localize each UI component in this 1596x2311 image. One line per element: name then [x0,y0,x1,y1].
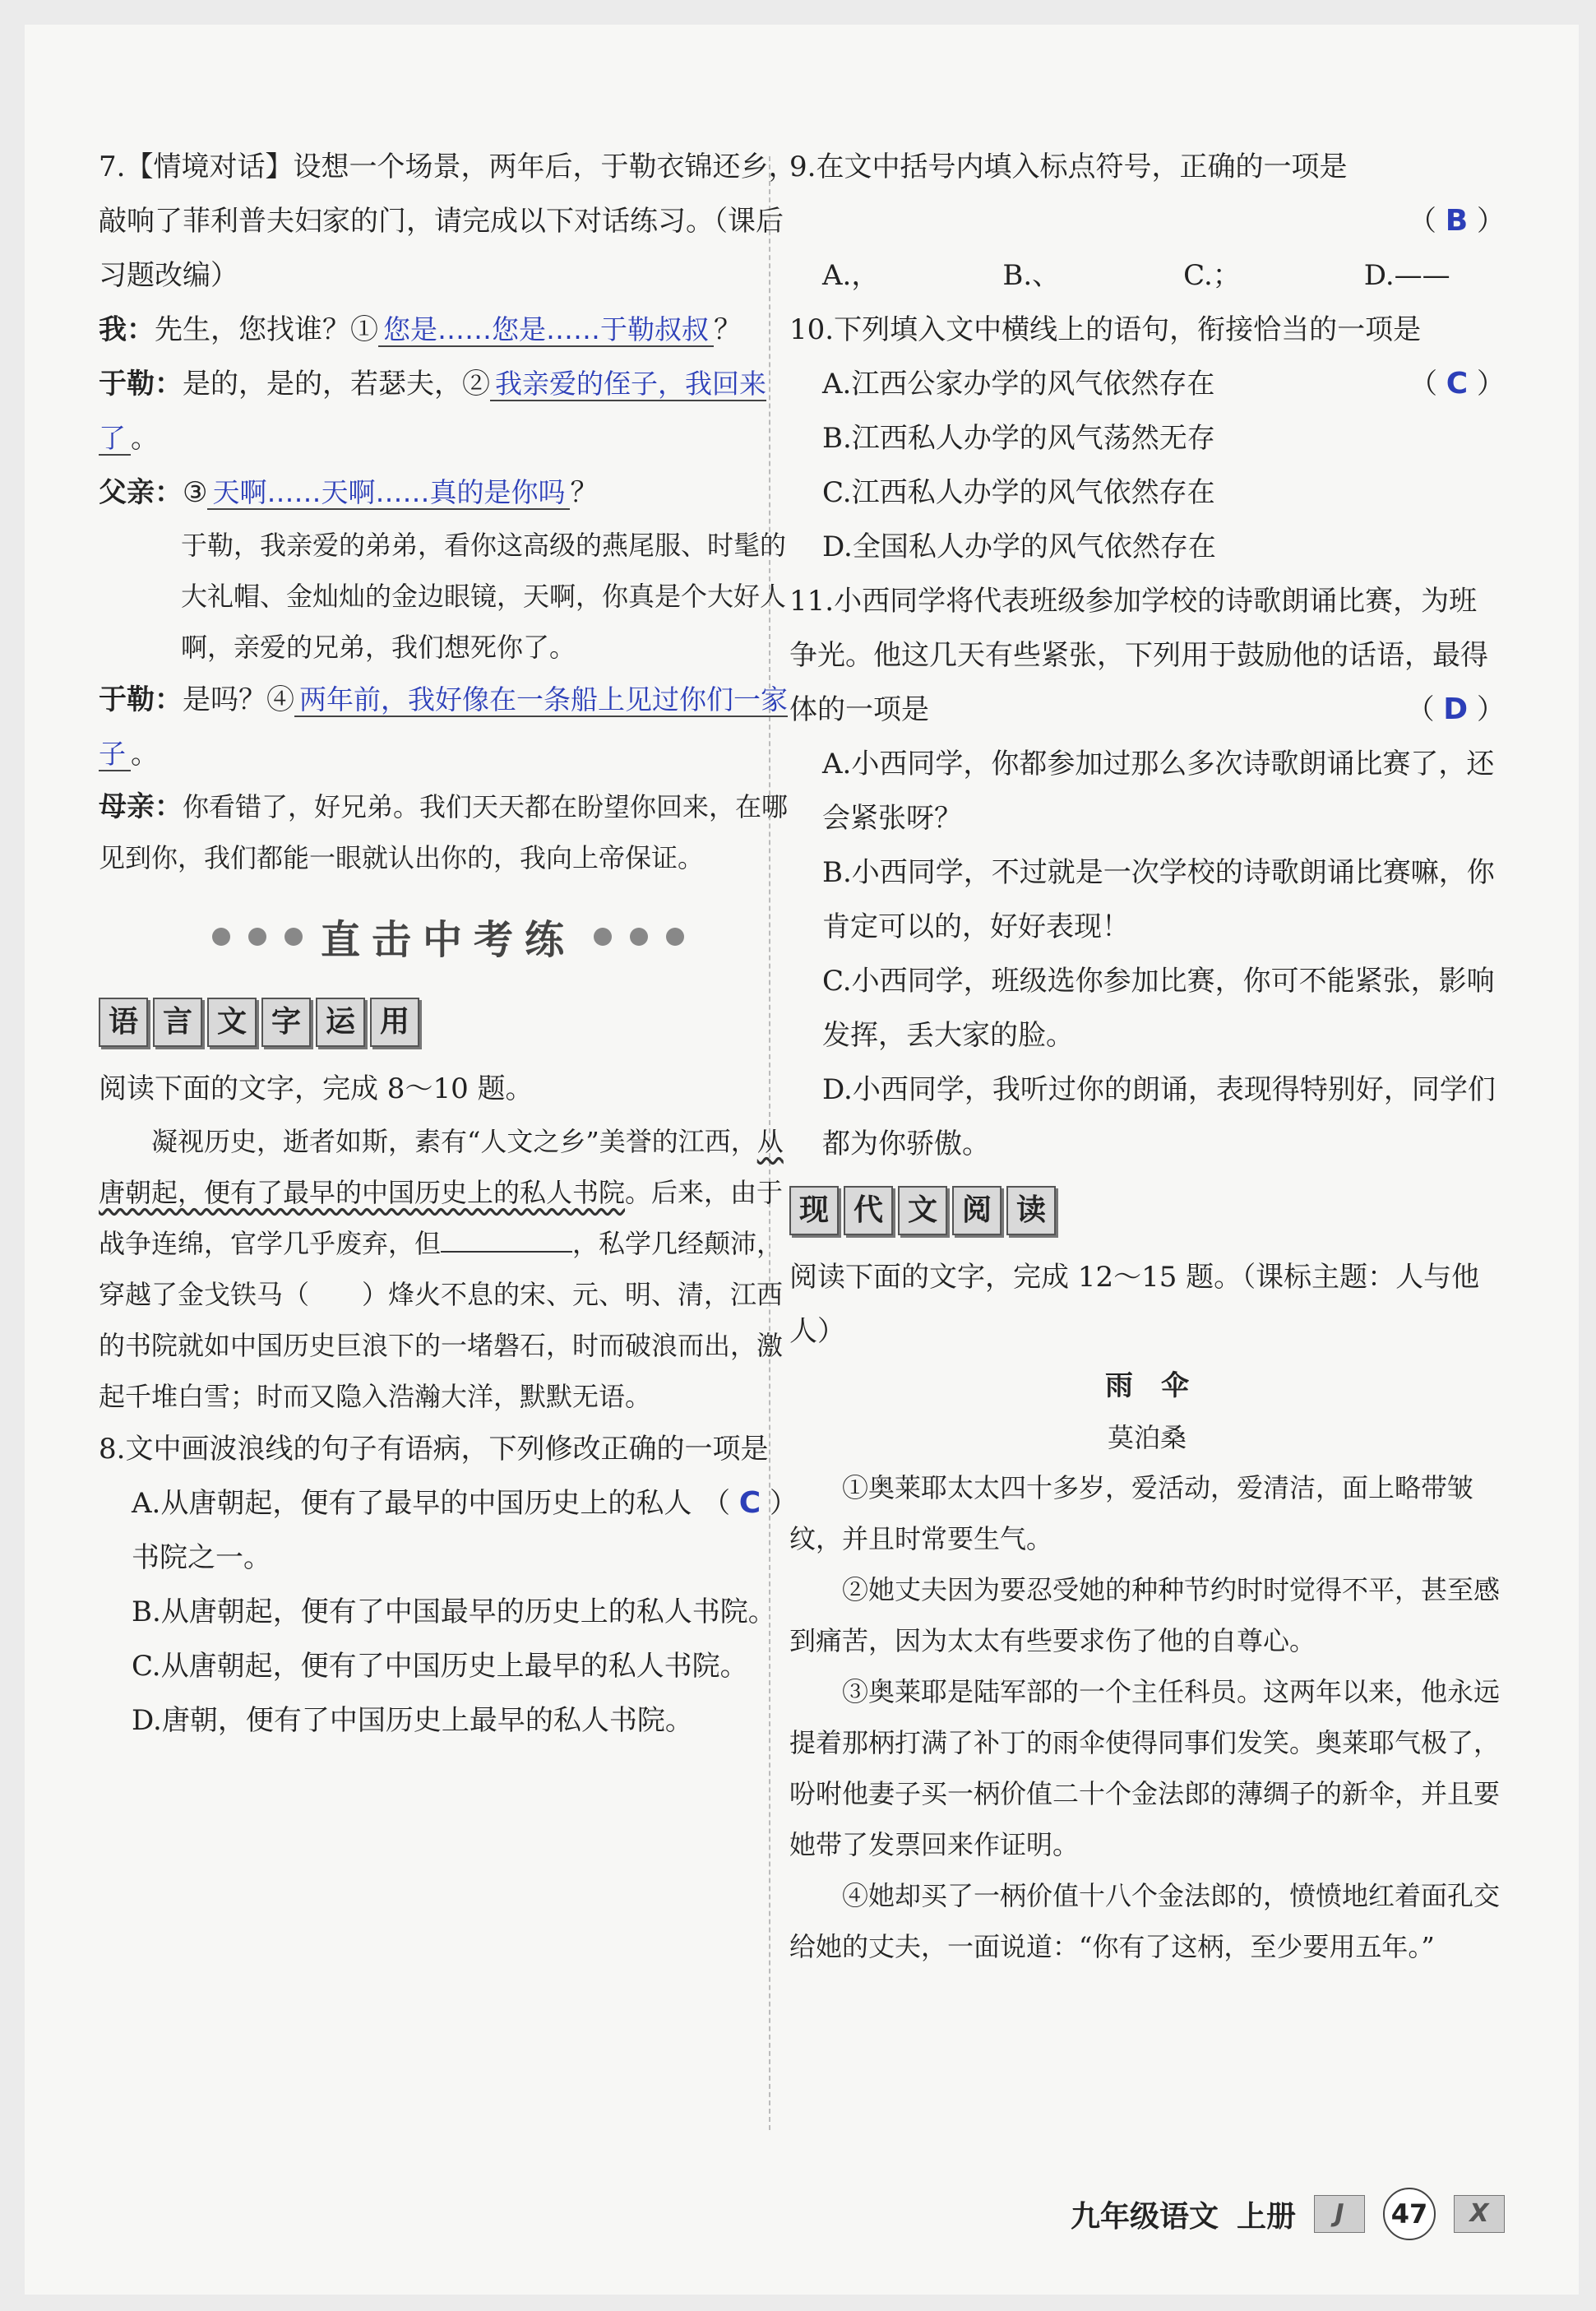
q8-answer: C [738,1486,761,1520]
footer-logo-right: X [1454,2195,1505,2233]
dialog-mother-text: 你看错了，好兄弟。我们天天都在盼望你回来，在哪见到你，我们都能一眼就认出你的，我向上帝保证。 [99,791,789,873]
story-title: 雨 伞 [1105,1369,1189,1402]
dot-icon [285,928,303,946]
dot-icon [212,928,230,946]
q8-option-b: B.从唐朝起，便有了中国最早的历史上的私人书院。 [132,1595,776,1628]
father-num: ③ [183,476,208,509]
footer-logo-left: J [1314,2195,1365,2233]
page-footer [1071,2188,1505,2240]
right-column [789,140,1505,1972]
q9-text: 9.在文中括号内填入标点符号，正确的一项是 [789,151,1348,183]
q9-option-b: B.、 [1002,259,1061,292]
exam-banner [99,908,798,965]
answer-2: 我亲爱的侄子，我回来了 [99,368,766,454]
section-char: 代 [844,1186,893,1235]
q8-text: 8.文中画波浪线的句子有语病，下列修改正确的一项是 [99,1433,769,1466]
dialog-yule-text: 是的，是的，若瑟夫，② [183,368,490,401]
section-char: 运 [316,998,365,1047]
passage-part: 。后来，由于战争连绵，官学几乎废弃，但 [99,1177,784,1259]
q8-option-a: A.从唐朝起，便有了最早的中国历史上的私人书院之一。 [132,1487,692,1574]
answer-3: 天啊……天啊……真的是你吗 [207,476,570,510]
q8-option-d: D.唐朝，便有了中国历史上最早的私人书院。 [132,1704,693,1737]
q-mark-2: ？ [570,476,599,509]
q8 [99,1422,798,1520]
q10-option-b: B.江西私人办学的风气荡然无存 [822,422,1215,455]
q9-answer-box: （ B ） [1408,204,1505,238]
section-char: 文 [898,1186,947,1235]
period-2: 。 [131,738,159,771]
dialog-yule-2 [99,673,798,781]
speaker-me: 我： [99,313,155,346]
q11-answer: D [1443,692,1469,726]
q9-option-d: D.—— [1363,259,1450,292]
q10-option-c: C.江西私人办学的风气依然存在 [822,476,1215,509]
q11 [789,574,1505,737]
q11-text: 11.小西同学将代表班级参加学校的诗歌朗诵比赛，为班争光。他这几天有些紧张，下列用于鼓励他的话语，最得体的一项是 [789,585,1488,726]
period: 。 [131,422,159,455]
story-para-4: ④她却买了一柄价值十八个金法郎的，愤愤地红着面孔交给她的丈夫，一面说道：“你有了这柄，至少要用五年。” [789,1880,1501,1962]
q9-option-c: C.； [1183,259,1241,292]
section-char: 读 [1006,1186,1056,1235]
speaker-yule-2: 于勒： [99,683,183,716]
story-author: 莫泊桑 [1107,1422,1187,1453]
dot-icon [594,928,612,946]
speaker-yule: 于勒： [99,368,183,401]
footer-grade: 九年级语文 [1070,2199,1219,2234]
passage-jiangxi [99,1116,798,1422]
section-language-use [99,998,798,1047]
q9-answer: B [1445,204,1469,238]
footer-volume: 上册 [1236,2199,1296,2234]
speaker-father: 父亲： [99,476,183,509]
dialog-yule [99,357,798,465]
q11-option-d: D.小西同学，我听过你的朗诵，表现得特别好，同学们都为你骄傲。 [822,1073,1496,1160]
dot-icon [630,928,648,946]
left-column [99,140,798,1748]
q8-answer-box: （ C ） [701,1486,798,1520]
q11-option-c: C.小西同学，班级选你参加比赛，你可不能紧张，影响发挥，丢大家的脸。 [822,965,1495,1052]
q8-option-c: C.从唐朝起，便有了中国历史上最早的私人书院。 [132,1650,748,1683]
q9-option-a: A.， [822,259,880,292]
section-char: 语 [99,998,148,1047]
q11-option-b: B.小西同学，不过就是一次学校的诗歌朗诵比赛嘛，你肯定可以的，好好表现！ [822,856,1495,943]
q10-text: 10.下列填入文中横线上的语句，衔接恰当的一项是 [789,313,1422,346]
story-para-3: ③奥莱耶是陆军部的一个主任科员。这两年以来，他永远提着那柄打满了补丁的雨伞使得同事们发笑。奥莱耶气极了，吩咐他妻子买一柄价值二十个金法郎的薄绸子的新伞，并且要她带了发票回来作证明。 [789,1676,1501,1860]
section-char: 阅 [952,1186,1002,1235]
passage-part: 凝视历史，逝者如斯，素有“人文之乡”美誉的 [151,1126,678,1157]
section-char: 言 [153,998,202,1047]
section-char: 现 [789,1186,839,1235]
q10-answer-box: （ C ） [1409,367,1505,401]
story-para-1: ①奥莱耶太太四十多岁，爱活动，爱清洁，面上略带皱纹，并且时常要生气。 [789,1472,1474,1554]
banner-title: 直击中考练 [320,917,576,963]
q10-option-d: D.全国私人办学的风气依然存在 [822,530,1216,563]
dialog-father-text: 于勒，我亲爱的弟弟，看你这高级的燕尾服、时髦的大礼帽、金灿灿的金边眼镜，天啊，你真是个大好人啊，亲爱的兄弟，我们想死你了。 [181,530,787,663]
fill-blank [441,1251,572,1253]
section-char: 用 [370,998,419,1047]
answer-4: 两年前，我好像在一条船上见过你们一家子 [99,683,788,770]
q11-option-a: A.小西同学，你都参加过那么多次诗歌朗诵比赛了，还会紧张呀？ [822,748,1495,835]
dialog-mother [99,781,798,883]
passage-part: 江西， [678,1126,757,1157]
reading-instruction-2: 阅读下面的文字，完成 12～15 题。（课标主题：人与他人） [789,1261,1480,1348]
section-char: 字 [261,998,311,1047]
page-number: 47 [1383,2188,1436,2240]
reading-instruction-1: 阅读下面的文字，完成 8～10 题。 [99,1072,534,1105]
dialog-father [99,465,798,520]
section-modern-reading [789,1186,1505,1235]
answer-1: 您是……您是……于勒叔叔 [378,313,714,347]
q10-answer: C [1446,367,1469,401]
dialog-me-text: 先生，您找谁？① [155,313,378,346]
dot-icon [666,928,684,946]
q7-prompt: 7.【情境对话】设想一个场景，两年后，于勒衣锦还乡，敲响了菲利普夫妇家的门，请完成以下对话练习。（课后习题改编） [99,151,797,292]
q-mark: ？ [714,313,742,346]
page [25,25,1579,2295]
dot-icon [248,928,266,946]
speaker-mother: 母亲： [99,790,183,823]
dialog-me [99,303,798,357]
q11-answer-box: （ D ） [1406,692,1505,726]
section-char: 文 [207,998,257,1047]
story-para-2: ②她丈夫因为要忍受她的种种节约时时觉得不平，甚至感到痛苦，因为太太有些要求伤了他的自尊心。 [789,1574,1501,1656]
dialog-yule2-text: 是吗？④ [183,683,294,716]
q9-options [789,248,1505,303]
passage-part: ，私学几经颠沛，穿越了金戈铁马（ ）烽火不息的宋、元、明、清，江西的书院就如中国历史巨浪下的一堵磐石，时而破浪而出，激起千堆白雪；时而又隐入浩瀚大洋，默默无语。 [99,1228,784,1412]
q10-option-a: A.江西公家办学的风气依然存在 [822,368,1215,401]
wavy-sentence: 从唐朝起，便有了最早的中国历史上的私人书院 [99,1126,784,1208]
